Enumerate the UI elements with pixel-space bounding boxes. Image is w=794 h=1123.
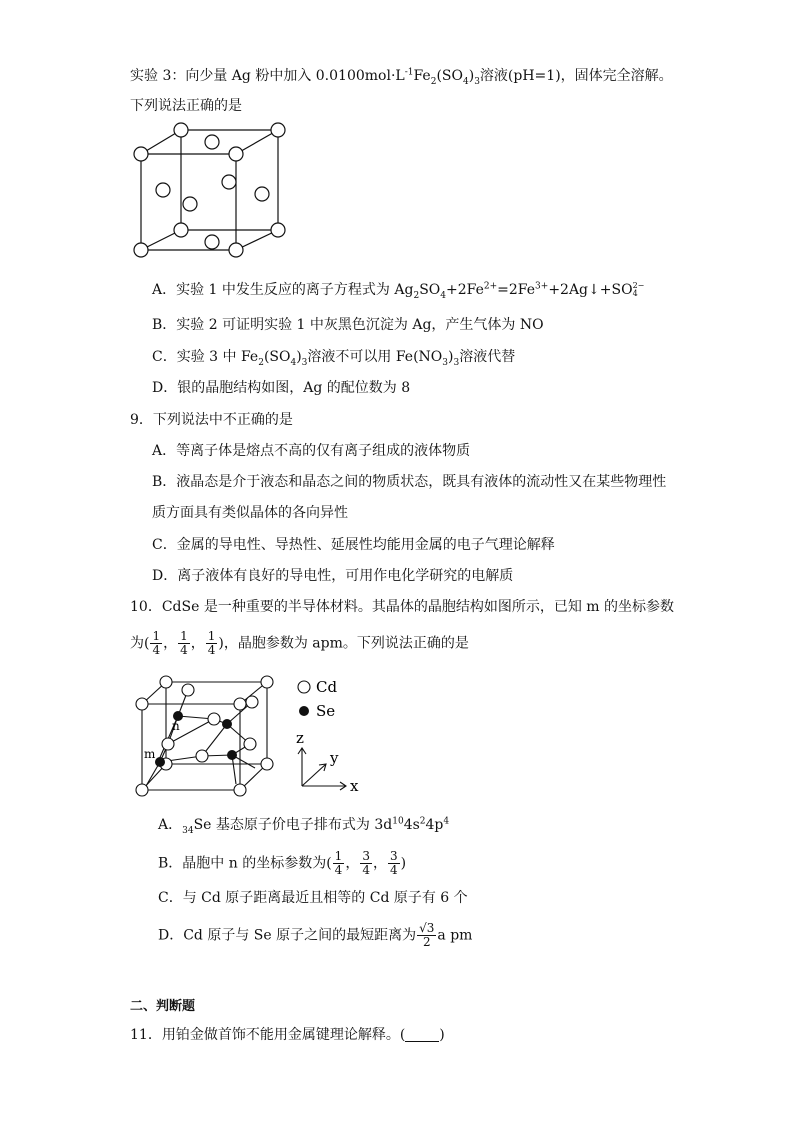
axis-z: z	[296, 729, 304, 747]
q10-option-a	[158, 815, 449, 835]
q10d-pre: D．Cd 原子与 Se 原子之间的最短距离为	[158, 927, 417, 944]
q10-frac-3	[206, 630, 218, 657]
q11-pre: 11．用铂金做首饰不能用金属键理论解释。(	[130, 1027, 406, 1043]
q10-frac-3-num: 1	[207, 629, 216, 643]
q8c-pre: C．实验 3 中 Fe	[152, 349, 259, 365]
q10d-num: √3	[419, 921, 435, 935]
q9-option-a: A．等离子体是熔点不高的仅有离子组成的液体物质	[152, 443, 471, 459]
q8c-close2: )	[448, 349, 454, 365]
q10a-sub: 34	[182, 825, 194, 836]
q8a-eq: =2Fe	[497, 282, 536, 298]
exp3-sup: -1	[404, 67, 414, 78]
q9-option-b-line2: 质方面具有类似晶体的各向异性	[152, 505, 348, 521]
q10b-post: )	[400, 855, 407, 872]
q10a-sup2: 2	[419, 816, 426, 827]
q10a-mid: Se 基态原子价电子排布式为 3d	[193, 817, 393, 833]
q10-frac-2	[178, 630, 190, 657]
q10b-d2: 4	[362, 863, 370, 877]
exp3-sub4: 4	[462, 76, 469, 87]
exp3-fe: Fe	[413, 68, 431, 84]
q8a-ion-sub: 4	[632, 289, 638, 298]
q8a-sub2: 2	[413, 290, 420, 301]
q10-comma-1: ，	[163, 635, 178, 652]
q10-option-d	[158, 922, 472, 949]
q10b-n3: 3	[389, 849, 398, 863]
experiment-3-text	[130, 66, 673, 86]
q10-frac-3-den: 4	[207, 643, 216, 657]
q8c-sub2: 2	[258, 357, 264, 368]
q10-frac-1-den: 4	[152, 643, 161, 657]
q8c-close: )	[296, 349, 302, 365]
q8a-sup2: 3+	[535, 281, 549, 292]
legend-se: Se	[316, 702, 336, 720]
q10b-d3: 4	[389, 863, 398, 877]
q8a-plus: +2Fe	[446, 282, 484, 298]
q8-option-c	[152, 347, 515, 367]
q8a-ion-sup: 2−	[632, 281, 645, 290]
q10b-comma-2: ，	[372, 855, 387, 872]
q8a-text: A．实验 1 中发生反应的离子方程式为 Ag	[152, 282, 414, 298]
q10b-pre: B．晶胞中 n 的坐标参数为(	[158, 855, 332, 872]
legend-cd: Cd	[316, 678, 338, 696]
q10b-d1: 4	[334, 863, 343, 877]
q10-stem-line1: 10．CdSe 是一种重要的半导体材料。其晶体的晶胞结构如图所示，已知 m 的坐标参数	[130, 599, 674, 615]
exp3-suffix: 溶液(pH=1)，固体完全溶解。	[479, 68, 673, 84]
q8a-ion-charge	[633, 282, 645, 298]
q11-post: )	[439, 1027, 445, 1043]
q8-option-a	[152, 280, 644, 300]
q8c-end: 溶液代替	[459, 349, 516, 365]
label-m: m	[144, 747, 156, 761]
exp3-prefix: 实验 3：向少量 Ag 粉中加入 0.0100mol·L	[130, 68, 405, 84]
q8-option-b: B．实验 2 可证明实验 1 中灰黑色沉淀为 Ag，产生气体为 NO	[152, 317, 544, 333]
q10-option-c: C．与 Cd 原子距离最近且相等的 Cd 原子有 6 个	[158, 890, 468, 906]
q8c-sub3c: 3	[453, 357, 460, 368]
q10d-frac	[417, 922, 436, 949]
q10a-pre: A．	[158, 817, 183, 833]
q8-prompt: 下列说法正确的是	[130, 98, 242, 114]
section-2-title: 二、判断题	[130, 999, 196, 1014]
q10d-den: 2	[422, 935, 431, 949]
q8c-sub3: 3	[301, 357, 308, 368]
q10-comma-2: ，	[190, 635, 205, 652]
q9-option-d: D．离子液体有良好的导电性，可用作电化学研究的电解质	[152, 568, 514, 584]
q10b-comma-1: ，	[345, 855, 360, 872]
q10-frac-2-den: 4	[180, 643, 188, 657]
q10a-4p: 4p	[425, 817, 444, 833]
q10d-post: a pm	[437, 927, 473, 944]
axis-y: y	[330, 749, 339, 767]
q10b-n1: 1	[334, 849, 343, 863]
q8c-mid: 溶液不可以用 Fe(NO	[307, 349, 443, 365]
silver-unit-cell-figure	[128, 118, 298, 266]
q8a-tail: +2Ag↓+SO	[548, 282, 633, 298]
q8a-sup1: 2+	[483, 281, 498, 292]
q8a-so4: SO	[419, 282, 441, 298]
q8a-sub4: 4	[440, 290, 446, 301]
q9-option-c: C．金属的导电性、导热性、延展性均能用金属的电子气理论解释	[152, 537, 555, 553]
axis-arrows	[298, 748, 346, 790]
axis-x: x	[350, 777, 359, 795]
q10-option-b	[158, 850, 406, 877]
q10-stem2-pre: 为(	[130, 635, 150, 652]
q10-frac-2-num: 1	[180, 629, 188, 643]
q10-frac-1	[150, 630, 162, 657]
exp3-so4: (SO	[436, 68, 463, 84]
q8-option-d: D．银的晶胞结构如图，Ag 的配位数为 8	[152, 380, 411, 396]
exp3-sub3: 3	[474, 76, 480, 87]
q10-stem2-post: )，晶胞参数为 apm。下列说法正确的是	[218, 635, 469, 652]
q9-stem: 9．下列说法中不正确的是	[130, 412, 293, 428]
q9-option-b-line1: B．液晶态是介于液态和晶态之间的物质状态，既具有液体的流动性又在某些物理性	[152, 474, 667, 490]
q10b-n2: 3	[362, 849, 370, 863]
q10b-frac-1	[333, 850, 345, 877]
exp3-sub2: 2	[430, 76, 437, 87]
q10a-4s: 4s	[403, 817, 420, 833]
q10b-frac-3	[388, 850, 400, 877]
cdse-unit-cell-figure	[132, 672, 372, 802]
q10-frac-1-num: 1	[152, 629, 161, 643]
q10b-frac-2	[360, 850, 372, 877]
q10-stem-line2	[130, 630, 469, 657]
q11-answer-blank[interactable]	[405, 1027, 439, 1042]
q8c-sub4: 4	[290, 357, 297, 368]
q11-text	[130, 1025, 445, 1045]
q8c-so4: (SO	[263, 349, 291, 365]
q10a-sup4: 4	[443, 816, 450, 827]
exp3-close: )	[468, 68, 475, 84]
q10a-sup10: 10	[392, 816, 404, 827]
label-n: n	[172, 719, 180, 733]
q8c-sub3b: 3	[442, 357, 449, 368]
